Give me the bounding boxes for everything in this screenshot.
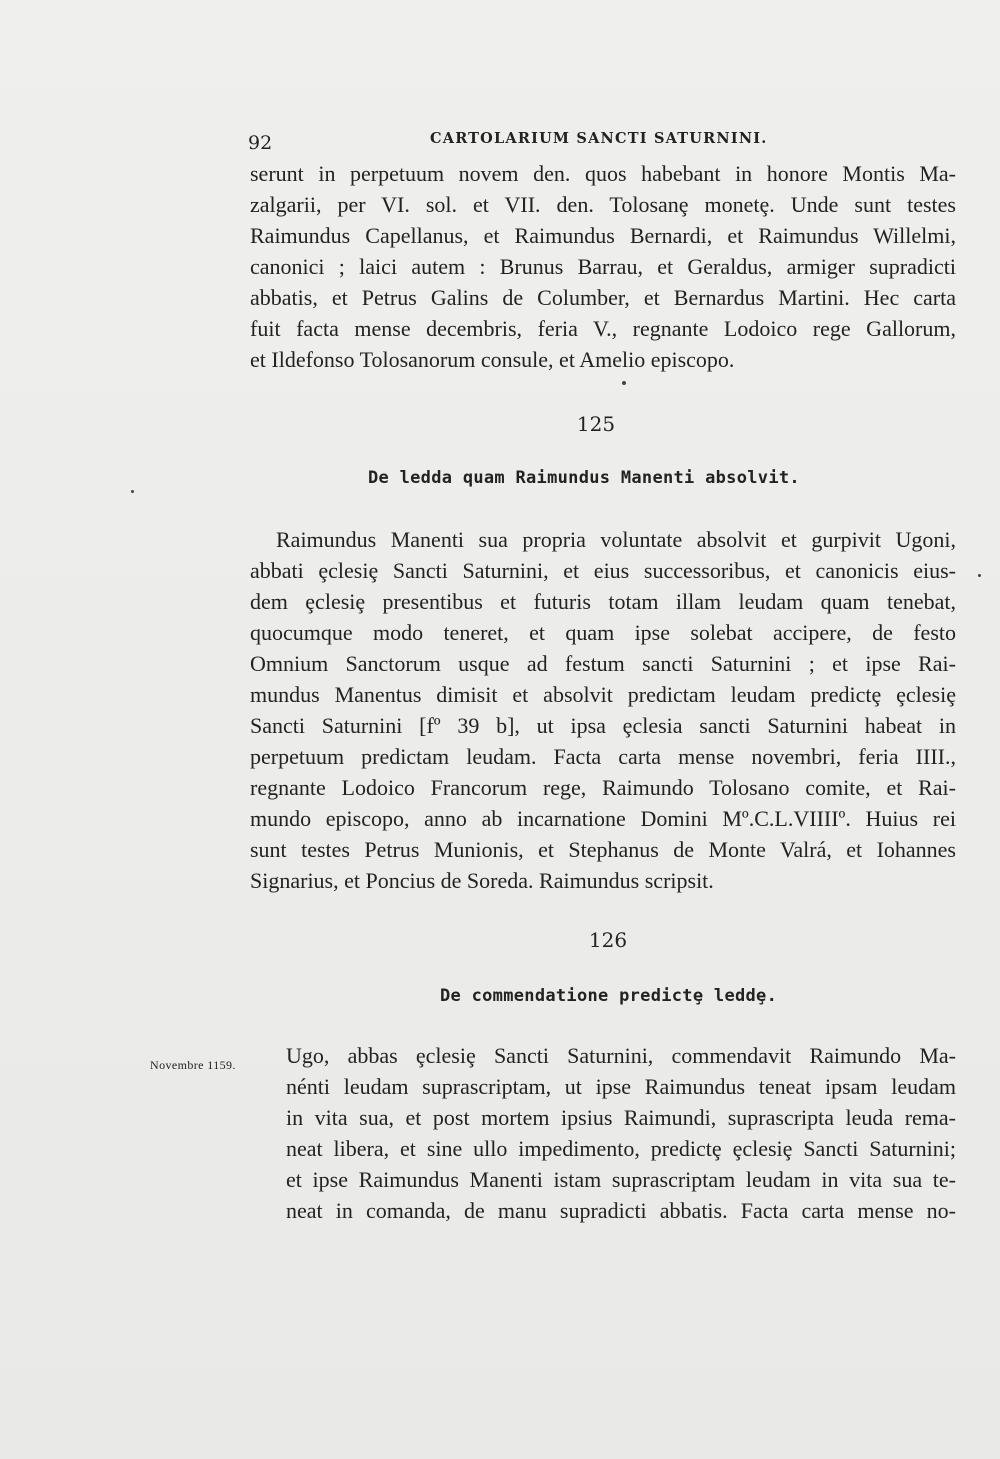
- page-number: 92: [248, 132, 273, 154]
- text-line: et Ildefonso Tolosanorum consule, et Amelio episcopo.: [250, 347, 735, 372]
- text-line: dem ȩclesiȩ presentibus et futuris totam illam leudam quam tenebat,: [250, 589, 956, 614]
- text-line: regnante Lodoico Francorum rege, Raimundo Tolosano comite, et Rai-: [250, 775, 956, 800]
- text-line: in vita sua, et post mortem ipsius Raimundi, suprascripta leuda rema-: [286, 1105, 956, 1130]
- entry-126-paragraph: [286, 1040, 956, 1226]
- text-line: serunt in perpetuum novem den. quos habebant in honore Montis Ma-: [250, 161, 956, 186]
- text-line: neat libera, et sine ullo impedimento, predictȩ ȩclesiȩ Sancti Saturnini;: [286, 1136, 956, 1161]
- continued-paragraph: [250, 158, 956, 375]
- entry-125-paragraph: [250, 524, 956, 896]
- text-line: Ugo, abbas ȩclesiȩ Sancti Saturnini, commendavit Raimundo Ma-: [286, 1043, 956, 1068]
- entry-number-126: 126: [588, 928, 628, 952]
- margin-date-note: Novembre 1159.: [150, 1058, 236, 1072]
- running-head: [248, 128, 948, 158]
- entry-heading-126: De commendatione predictȩ leddȩ.: [440, 986, 778, 1006]
- ink-speck: [622, 381, 626, 385]
- running-title: CARTOLARIUM SANCTI SATURNINI.: [430, 130, 768, 147]
- text-line: et ipse Raimundus Manenti istam suprascriptam leudam in vita sua te-: [286, 1167, 956, 1192]
- text-line: neat in comanda, de manu supradicti abbatis. Facta carta mense no-: [286, 1198, 956, 1223]
- text-line: Signarius, et Poncius de Soreda. Raimundus scripsit.: [250, 868, 714, 893]
- text-line: mundo episcopo, anno ab incarnatione Domini Mº.C.L.VIIIIº. Huius rei: [250, 806, 956, 831]
- text-line: sunt testes Petrus Munionis, et Stephanus de Monte Valrá, et Iohannes: [250, 837, 956, 862]
- ink-speck: [131, 490, 134, 493]
- text-line: abbati ȩclesiȩ Sancti Saturnini, et eius successoribus, et canonicis eius-: [250, 558, 956, 583]
- text-line: nénti leudam suprascriptam, ut ipse Raimundus teneat ipsam leudam: [286, 1074, 956, 1099]
- text-line: fuit facta mense decembris, feria V., regnante Lodoico rege Gallorum,: [250, 316, 956, 341]
- entry-number-125: 125: [576, 412, 616, 436]
- text-line: Raimundus Capellanus, et Raimundus Bernardi, et Raimundus Willelmi,: [250, 223, 956, 248]
- ink-speck: [978, 574, 981, 577]
- text-line: canonici ; laici autem : Brunus Barrau, et Geraldus, armiger supradicti: [250, 254, 956, 279]
- text-line: abbatis, et Petrus Galins de Columber, et Bernardus Martini. Hec carta: [250, 285, 956, 310]
- text-line: zalgarii, per VI. sol. et VII. den. Tolosanȩ monetȩ. Unde sunt testes: [250, 192, 956, 217]
- text-line: Sancti Saturnini [fº 39 b], ut ipsa ȩclesia sancti Saturnini habeat in: [250, 713, 956, 738]
- text-line: mundus Manentus dimisit et absolvit predictam leudam predictȩ ȩclesiȩ: [250, 682, 956, 707]
- entry-heading-125: De ledda quam Raimundus Manenti absolvit.: [368, 468, 800, 488]
- text-line: Raimundus Manenti sua propria voluntate absolvit et gurpivit Ugoni,: [276, 527, 956, 552]
- text-line: Omnium Sanctorum usque ad festum sancti Saturnini ; et ipse Rai-: [250, 651, 956, 676]
- text-line: quocumque modo teneret, et quam ipse solebat accipere, de festo: [250, 620, 956, 645]
- text-line: perpetuum predictam leudam. Facta carta mense novembri, feria IIII.,: [250, 744, 956, 769]
